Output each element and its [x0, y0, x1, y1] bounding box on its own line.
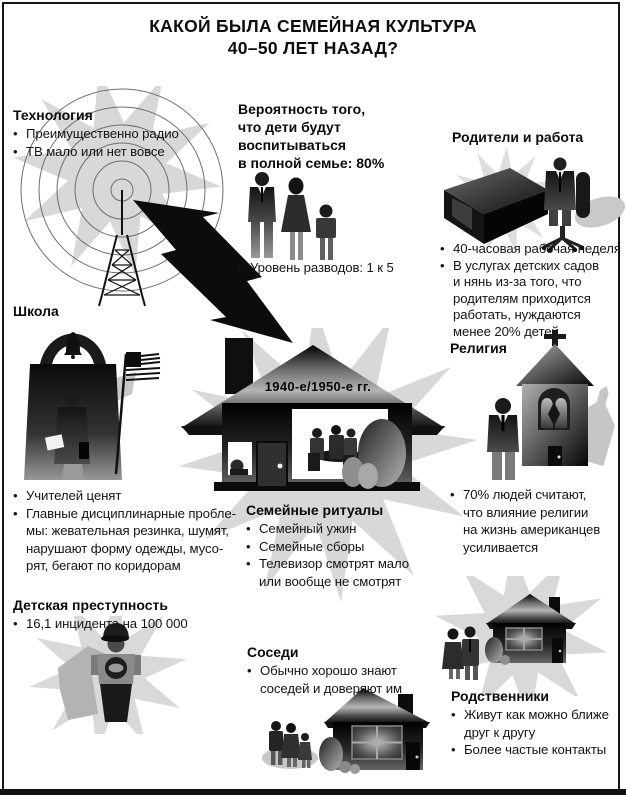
bullet-text: 16,1 инцидента на 100 000: [26, 616, 188, 631]
bullet-text: 70% людей считают,: [463, 487, 587, 502]
mother-figure-icon: [281, 178, 311, 261]
relatives-illustration: [426, 576, 626, 696]
office-worker-icon: [542, 158, 590, 253]
office-desk-illustration: [432, 148, 626, 252]
bullet-line: [13, 615, 188, 633]
bullet-icon: •: [450, 487, 455, 502]
text-line: [450, 504, 600, 522]
section-neighbors: [247, 643, 402, 697]
bullet-text: Главные дисциплинарные пробле-: [26, 505, 236, 521]
bullet-text: родителям приходится: [453, 290, 591, 306]
family-rituals-heading: Семейные ритуалы: [246, 502, 384, 518]
bullet-text: Более частые контакты: [464, 742, 607, 757]
text-line: [440, 307, 621, 324]
bullet-icon: •: [13, 126, 18, 141]
text-line: [440, 274, 621, 291]
school-bullets: [13, 487, 236, 575]
desk-icon: [444, 168, 548, 244]
bullet-line: [451, 741, 609, 759]
bullet-text: или вообще не смотрят: [259, 573, 402, 589]
bullet-line: [13, 505, 236, 523]
juvenile-crime-heading: Детская преступность: [13, 597, 168, 613]
bullet-text: рят, бегают по коридорам: [26, 558, 181, 573]
neighbors-heading: Соседи: [247, 644, 299, 660]
bullet-text: Уровень разводов: 1 к 5: [250, 260, 394, 275]
religion-heading: Религия: [450, 340, 507, 356]
bullet-line: [440, 258, 621, 275]
technology-heading: Технология: [13, 107, 93, 123]
bullet-line: [13, 143, 179, 161]
bullet-icon: •: [246, 521, 251, 536]
bullet-icon: •: [246, 538, 251, 554]
era-label: 1940-е/1950-е гг.: [264, 379, 372, 394]
teen-illustration: [18, 616, 193, 734]
text-line: [450, 539, 600, 557]
probability-heading-line: воспитываться: [238, 137, 347, 153]
section-school: [13, 302, 59, 321]
bullet-text: друг к другу: [464, 724, 536, 740]
bullet-text: и нянь из-за того, что: [453, 274, 582, 289]
bullet-text: Семейные сборы: [259, 538, 365, 554]
section-religion: [450, 339, 507, 358]
nuclear-family-illustration: [246, 166, 356, 266]
bullet-text: нарушают форму одежды, мусо-: [26, 540, 224, 556]
bullet-line: [246, 555, 409, 573]
bullet-icon: •: [246, 556, 251, 571]
title-line-1: КАКОЙ БЫЛА СЕМЕЙНАЯ КУЛЬТУРА: [149, 16, 477, 36]
section-juvenile-crime: [13, 596, 188, 633]
probability-heading-line: что дети будут: [238, 119, 341, 135]
bullet-icon: •: [237, 260, 242, 275]
bullet-line: [451, 706, 609, 724]
bullet-line: [246, 538, 409, 556]
text-line: [13, 540, 236, 558]
religion-bullets: [450, 486, 600, 556]
bullet-text: усиливается: [463, 539, 539, 555]
section-technology: [13, 106, 179, 160]
section-probability: [238, 100, 384, 172]
bullet-icon: •: [247, 663, 252, 678]
radio-window-icon: [228, 442, 252, 475]
text-line: [247, 680, 402, 698]
divorce-rate: [237, 259, 394, 277]
bullet-text: Преимущественно радио: [26, 126, 179, 141]
child-figure-icon: [316, 205, 336, 261]
bullet-line: [13, 125, 179, 143]
family-house-illustration: [175, 325, 455, 500]
bullet-text: В услугах детских садов: [453, 257, 600, 273]
churchgoer-icon: [487, 398, 519, 480]
bullet-icon: •: [13, 505, 18, 521]
bullet-text: Обычно хорошо знают: [260, 663, 397, 678]
bullet-text: Живут как можно ближе: [464, 707, 609, 722]
bullet-text: менее 20% детей: [453, 323, 559, 339]
text-line: [440, 291, 621, 308]
bullet-text: ТВ мало или нет вовсе: [26, 143, 165, 159]
church-icon: [516, 330, 594, 466]
text-line: [440, 324, 621, 341]
section-parents-work: [452, 128, 583, 147]
school-heading: Школа: [13, 303, 59, 319]
text-line: [13, 522, 236, 540]
bullet-line: [247, 662, 402, 680]
neighbor-house-icon: [319, 688, 430, 774]
father-figure-icon: [248, 172, 276, 258]
section-family-rituals: [246, 501, 409, 590]
page-title: [0, 15, 626, 59]
bullet-icon: •: [13, 143, 18, 159]
parents-work-heading: Родители и работа: [452, 129, 584, 145]
bullet-text: мы: жевательная резинка, шумят,: [26, 523, 229, 538]
probability-heading-line: в полной семье: 80%: [238, 155, 385, 171]
bullet-text: соседей и доверяют им: [260, 680, 402, 696]
bullet-line: [237, 259, 394, 277]
bullet-icon: •: [440, 241, 445, 256]
door-icon: [257, 442, 287, 487]
relatives-couple-icon: [442, 627, 479, 681]
bullet-line: [450, 486, 600, 504]
bottom-rule: [0, 789, 626, 795]
bullet-icon: •: [13, 488, 18, 503]
text-line: [246, 573, 409, 591]
bullet-icon: •: [451, 707, 456, 722]
bullet-line: [246, 520, 409, 538]
bullet-text: Семейный ужин: [259, 521, 357, 536]
title-line-2: 40–50 ЛЕТ НАЗАД?: [227, 38, 399, 58]
bullet-line: [440, 241, 621, 258]
section-relatives: [451, 687, 609, 759]
text-line: [450, 521, 600, 539]
text-line: [451, 724, 609, 742]
text-line: [13, 557, 236, 575]
parents-work-bullets: [440, 241, 621, 340]
probability-heading-line: Вероятность того,: [238, 101, 366, 117]
bullet-icon: •: [440, 257, 445, 273]
bullet-icon: •: [13, 616, 18, 631]
bullet-text: Учителей ценят: [26, 488, 122, 503]
bullet-text: Телевизор смотрят мало: [259, 556, 409, 571]
bullet-text: 40-часовая рабочая неделя: [453, 241, 621, 256]
bullet-line: [13, 487, 236, 505]
relatives-heading: Родственники: [451, 688, 550, 704]
bullet-text: что влияние религии: [463, 504, 589, 520]
bullet-text: работать, нуждаются: [453, 307, 581, 322]
bullet-icon: •: [451, 742, 456, 757]
bullet-text: на жизнь американцев: [463, 522, 601, 537]
us-flag-icon: [116, 352, 160, 474]
